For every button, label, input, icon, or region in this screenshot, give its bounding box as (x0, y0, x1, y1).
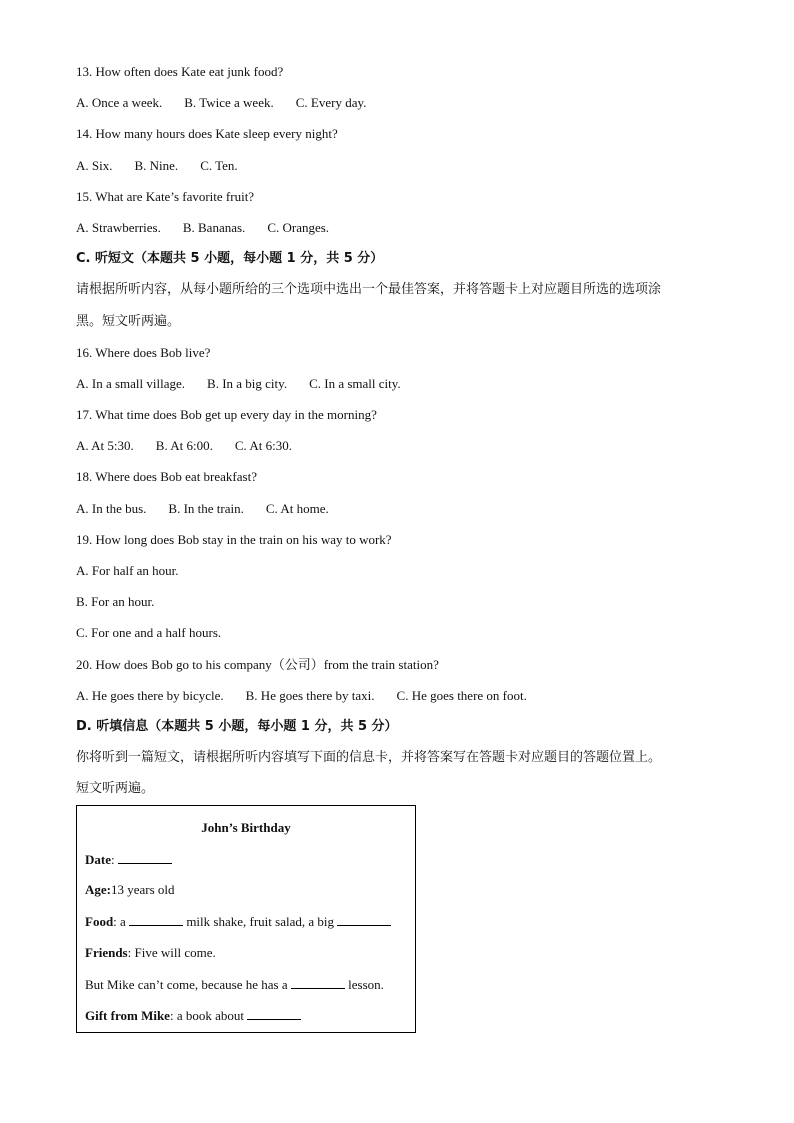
card-row-date (85, 851, 172, 868)
food-label: Food (85, 914, 114, 929)
date-label: Date (85, 852, 111, 867)
section-c-title: C. 听短文（本题共 5 小题，每小题 1 分，共 5 分） (76, 251, 384, 267)
question-15: 15. What are Kate’s favorite fruit? (76, 188, 255, 204)
section-c-instruction-cont: 黑。短文听两遍。 (76, 313, 181, 329)
option-b: B. Nine. (134, 157, 179, 173)
option-c: C. In a small city. (309, 375, 401, 391)
food-mid: milk shake, fruit salad, a big (186, 914, 334, 929)
options-20 (76, 686, 726, 717)
section-d-instruction: 你将听到一篇短文，请根据所听内容填写下面的信息卡，并将答案写在答题卡对应题目的答题位置上。 (76, 750, 662, 766)
question-13: 13. How often does Kate eat junk food? (76, 64, 284, 79)
option-b: B. At 6:00. (155, 438, 213, 454)
option-a: A. Once a week. (76, 95, 163, 111)
options-17 (76, 436, 726, 467)
date-blank (118, 851, 172, 864)
option-a: A. In the bus. (76, 500, 147, 516)
card-row-food (85, 913, 391, 930)
lesson-blank (291, 976, 345, 989)
option-a: A. For half an hour. (76, 563, 179, 578)
question-19: 19. How long does Bob stay in the train on his way to work? (76, 531, 392, 547)
food-pre: : a (113, 914, 126, 929)
option-c: C. At home. (265, 500, 329, 516)
food-blank-2 (337, 913, 391, 926)
card-title: John’s Birthday (201, 820, 291, 835)
gift-value: : a book about (169, 1008, 244, 1023)
friends-value: : Five will come. (127, 945, 216, 960)
option-a: A. At 5:30. (76, 438, 134, 454)
option-a: A. Six. (76, 157, 113, 173)
date-sep: : (111, 852, 115, 867)
gift-blank (247, 1007, 301, 1020)
food-blank-1 (129, 913, 183, 926)
question-18: 18. Where does Bob eat breakfast? (76, 469, 257, 485)
card-row-age (85, 882, 175, 898)
option-b: B. For an hour. (76, 594, 155, 610)
options-13 (76, 93, 726, 124)
option-c: C. Every day. (295, 95, 367, 111)
option-b: B. In a big city. (207, 375, 288, 391)
option-c: C. Ten. (200, 157, 238, 173)
options-14 (76, 156, 726, 187)
question-20: 20. How does Bob go to his company（公司）from the train station? (76, 656, 439, 672)
option-b: B. Twice a week. (184, 95, 274, 111)
question-17: 17. What time does Bob get up every day in the morning? (76, 407, 377, 423)
document-page (76, 62, 726, 811)
option-a: A. In a small village. (76, 375, 186, 391)
section-d-title: D. 听填信息（本题共 5 小题，每小题 1 分，共 5 分） (76, 718, 398, 734)
card-row-friends (85, 945, 216, 961)
option-a: A. He goes there by bicycle. (76, 687, 224, 703)
option-b: B. Bananas. (182, 219, 246, 235)
card-row-mike (85, 976, 384, 993)
gift-label: Gift from Mike (85, 1008, 170, 1023)
age-value: 13 years old (111, 882, 175, 897)
friends-label: Friends (85, 945, 128, 960)
options-18 (76, 499, 726, 530)
option-c: C. For one and a half hours. (76, 625, 222, 641)
option-c: C. At 6:30. (234, 438, 292, 454)
age-label: Age: (85, 882, 111, 897)
mike-pre: But Mike can’t come, because he has a (85, 977, 288, 992)
options-15 (76, 218, 726, 249)
option-b: B. In the train. (168, 500, 244, 516)
question-16: 16. Where does Bob live? (76, 344, 211, 360)
question-14: 14. How many hours does Kate sleep every night? (76, 126, 338, 142)
info-card (76, 805, 416, 1033)
section-d-instruction-cont: 短文听两遍。 (76, 781, 155, 797)
option-c: C. He goes there on foot. (396, 687, 527, 703)
option-b: B. He goes there by taxi. (245, 687, 375, 703)
option-c: C. Oranges. (267, 219, 330, 235)
section-c-instruction: 请根据所听内容，从每小题所给的三个选项中选出一个最佳答案，并将答题卡上对应题目所选的选项涂 (76, 282, 662, 298)
mike-post: lesson. (348, 977, 384, 992)
card-row-gift (85, 1007, 301, 1024)
option-a: A. Strawberries. (76, 219, 161, 235)
options-16 (76, 374, 726, 405)
